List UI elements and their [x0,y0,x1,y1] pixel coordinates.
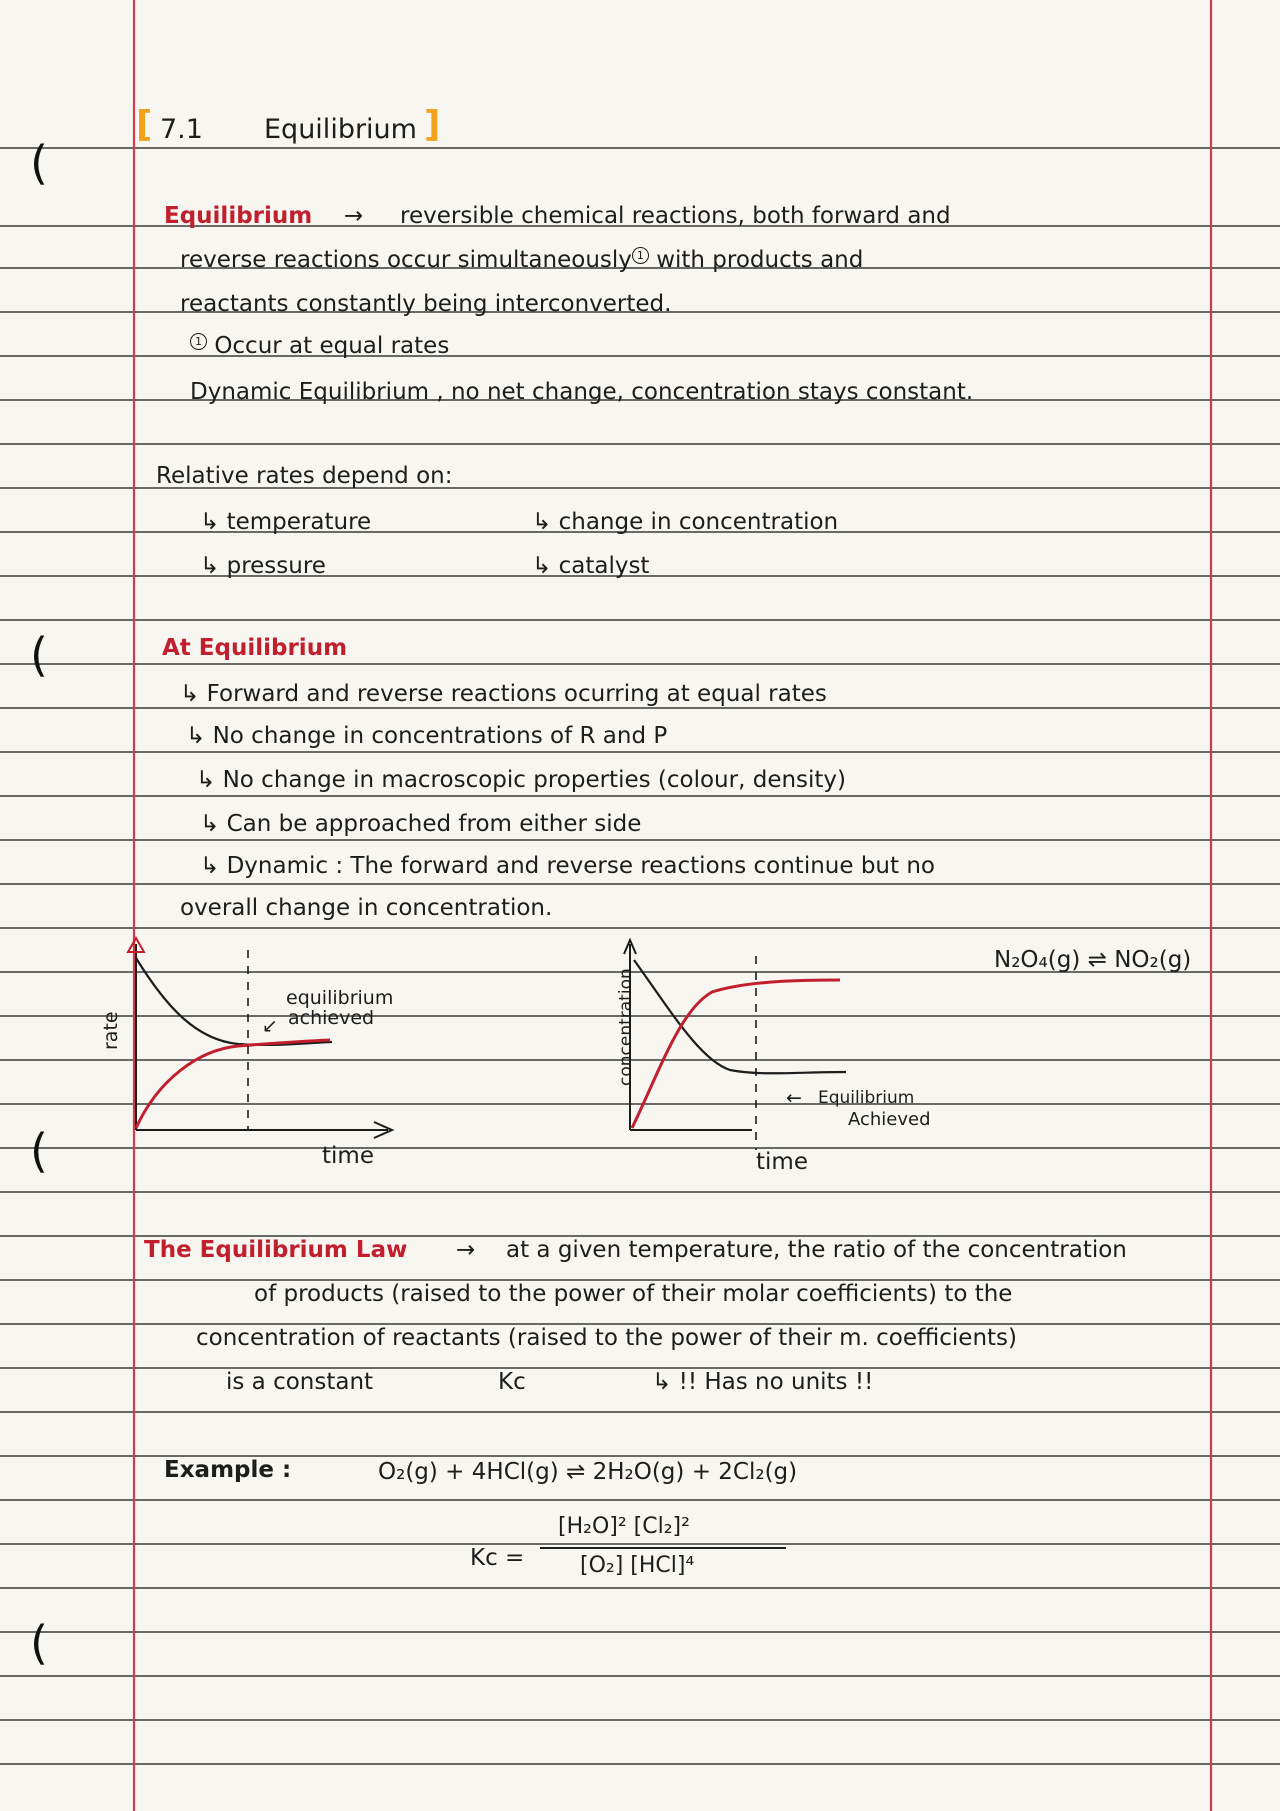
heading-bracket-right: ] [424,104,441,145]
concentration-time-graph [600,930,890,1170]
section-number: 7.1 [160,114,203,145]
equilibrium-point: ↳ Can be approached from either side [200,811,642,837]
annotation: Achieved [848,1109,931,1130]
example-equation: O₂(g) + 4HCl(g) ⇌ 2H₂O(g) + 2Cl₂(g) [378,1459,798,1485]
kc-numerator: [H₂O]² [Cl₂]² [558,1514,690,1539]
y-axis-label: concentration [616,968,636,1086]
law-line: concentration of reactants (raised to the power of their m. coefficients) [196,1325,1017,1351]
equilibrium-point-continuation: overall change in concentration. [180,895,553,921]
footnote-marker: 1 [632,247,649,264]
reaction-equation: N₂O₄(g) ⇌ NO₂(g) [994,947,1192,973]
heading-bracket-left: [ [136,104,153,145]
kc-symbol: Kc = [470,1545,525,1571]
annotation: Equilibrium [818,1088,915,1108]
law-line: ↳ !! Has no units !! [652,1369,874,1395]
binder-hole-icon: ( [30,628,48,682]
law-line: at a given temperature, the ratio of the concentration [506,1237,1127,1263]
kc-denominator: [O₂] [HCl]⁴ [580,1553,695,1578]
definition-line: reverse reactions occur simultaneously 1 with products and [180,247,864,273]
rate-time-graph [88,930,448,1170]
arrow-icon: → [344,203,364,229]
binder-hole-icon: ( [30,136,48,190]
annotation: equilibrium [286,987,394,1009]
annotation-arrow-icon: ← [786,1087,802,1109]
equilibrium-point: ↳ Forward and reverse reactions ocurring at equal rates [180,681,827,707]
definition-line: reactants constantly being interconverted. [180,291,672,317]
footnote-marker: 1 [190,333,207,350]
x-axis-label: time [756,1149,808,1175]
definition-term: Equilibrium [164,203,313,229]
annotation: achieved [288,1007,375,1029]
rates-item: ↳ temperature [200,509,372,535]
rates-item: ↳ pressure [200,553,326,579]
example-label: Example : [164,1457,292,1483]
at-equilibrium-heading: At Equilibrium [162,635,348,661]
y-axis-label: rate [100,1011,122,1050]
equilibrium-point: ↳ No change in macroscopic properties (colour, density) [196,767,847,793]
footnote: 1 Occur at equal rates [190,332,449,360]
rates-intro: Relative rates depend on: [156,463,453,489]
page-title: Equilibrium [264,114,417,145]
fraction-bar [540,1547,786,1549]
law-line: is a constant [226,1369,374,1395]
dynamic-equilibrium-line: Dynamic Equilibrium , no net change, concentration stays constant. [190,379,974,405]
equilibrium-point: ↳ No change in concentrations of R and P [186,723,668,749]
kc-symbol: Kc [498,1369,526,1395]
annotation-arrow-icon: ↙ [262,1015,278,1037]
binder-hole-icon: ( [30,1616,48,1670]
reverse-rate-curve [136,1040,330,1128]
binder-hole-icon: ( [30,1124,48,1178]
rates-item: ↳ change in concentration [532,509,839,535]
rates-item: ↳ catalyst [532,553,650,579]
law-line: of products (raised to the power of their molar coefficients) to the [254,1281,1013,1307]
equilibrium-point: ↳ Dynamic : The forward and reverse reactions continue but no [200,853,935,879]
definition-line: reversible chemical reactions, both forward and [400,203,951,229]
law-term: The Equilibrium Law [144,1237,408,1263]
x-axis-label: time [322,1143,374,1169]
arrow-icon: → [456,1237,476,1263]
